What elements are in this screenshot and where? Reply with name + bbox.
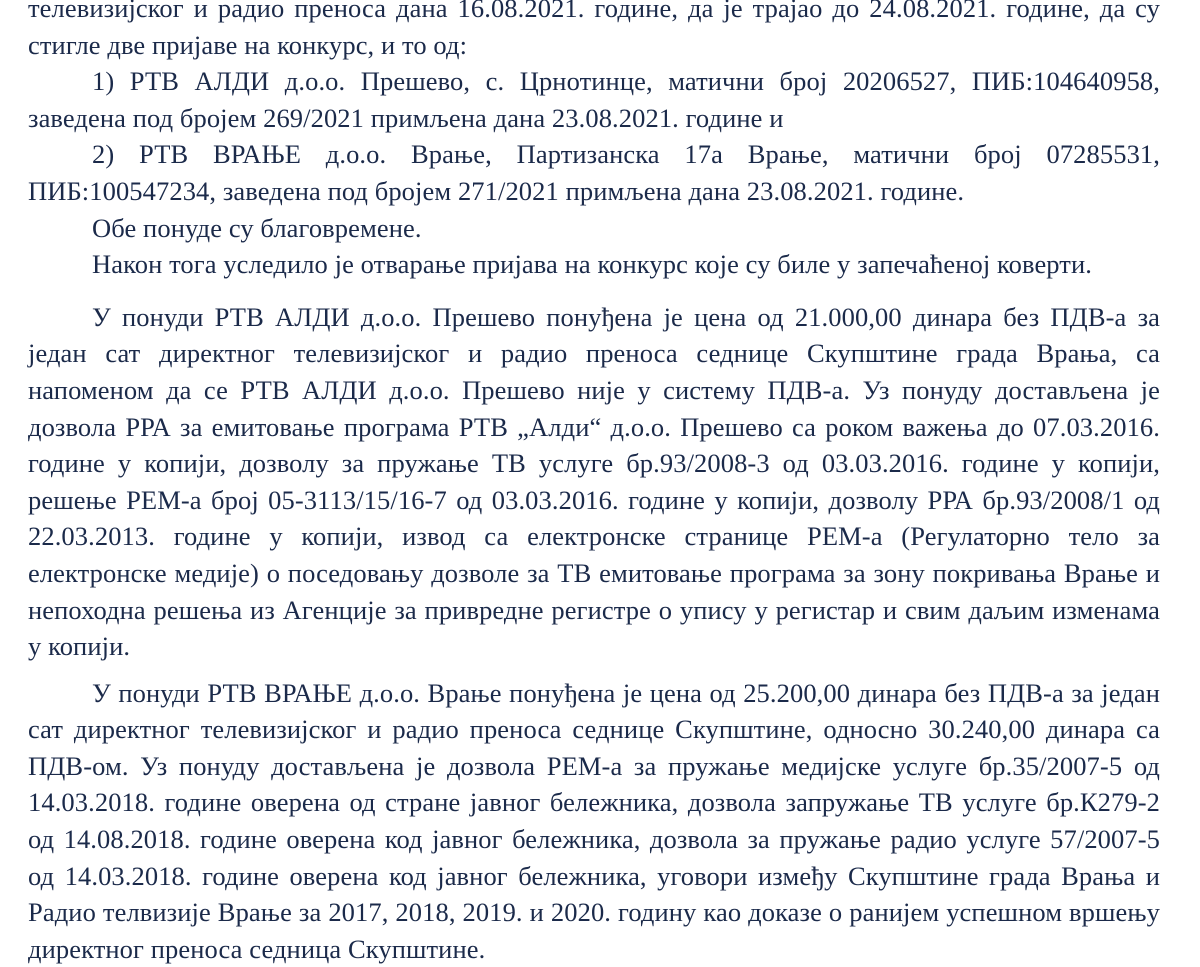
paragraph-bidder-2: 2) РТВ ВРАЊЕ д.о.о. Врање, Партизанска 17а Врање, матични број 07285531, ПИБ:100547234, заведена под бројем 271/2021 примљена дана 23.08.2021. године.	[28, 139, 1160, 206]
paragraph-bidder-1: 1) РТВ АЛДИ д.о.о. Прешево, с. Црнотинце, матични број 20206527, ПИБ:104640958, заведена под бројем 269/2021 примљена дана 23.08.2021. године и	[28, 66, 1160, 133]
paragraph-offer-rtv-aldi: У понуди РТВ АЛДИ д.о.о. Прешево понуђена је цена од 21.000,00 динара без ПДВ-а за један сат директног телевизијског и радио преноса седнице Скупштине града Врања, са напоменом да се РТВ АЛДИ д.о.о. Прешево није у систему ПДВ-а. Уз понуду достављена је дозвола РРА за емитовање програма РТВ „Алди“ д.о.о. Прешево са роком важења до 07.03.2016. године у копији, дозволу за пружање ТВ услуге бр.93/2008-3 од 03.03.2016. године у копији, решење РЕМ-а број 05-3113/15/16-7 од 03.03.2016. године у копији, дозволу РРА бр.93/2008/1 од 22.03.2013. године у копији, извод са електронске странице РЕМ-а (Регулаторно тело за електронске медије) о поседовању дозволе за ТВ емитовање програма за зону покривања Врање и непоходна решења из Агенције за привредне регистре о упису у регистар и свим даљим изменама у копији.	[28, 301, 1160, 662]
paragraph-offer-rtv-vranje: У понуди РТВ ВРАЊЕ д.о.о. Врање понуђена је цена од 25.200,00 динара без ПДВ-а за један сат директног телевизијског и радио преноса седнице Скупштине, односно 30.240,00 динара са ПДВ-ом. Уз понуду достављена је дозвола РЕМ-а за пружање медијске услуге бр.35/2007-5 од 14.03.2018. године оверена од стране јавног бележника, дозвола запружање ТВ услуге бр.К279-2 од 14.08.2018. године оверена код јавног бележника, дозвола за пружање радио услуге 57/2007-5 од 14.03.2018. године оверена код јавног бележника, уговори између Скупштине града Врања и Радио телвизије Врање за 2017, 2018, 2019. и 2020. годину као доказе о ранијем успешном вршењу директног преноса седница Скупштине.	[28, 677, 1160, 964]
paragraph-envelope-opening: Након тога уследило је отварање пријава на конкурс које су биле у запечаћеној коверти.	[92, 249, 1092, 280]
paragraph-offers-timely: Обе понуде су благовремене.	[92, 212, 422, 243]
paragraph-broadcast-deadline: телевизијског и радио преноса дана 16.08.2021. године, да је трајао до 24.08.2021. године, да су стигле две пријаве на конкурс, и то од:	[28, 0, 1160, 60]
document-body	[28, 0, 1160, 967]
paragraph-gap-1	[28, 283, 1160, 299]
paragraph-gap-2	[28, 665, 1160, 675]
